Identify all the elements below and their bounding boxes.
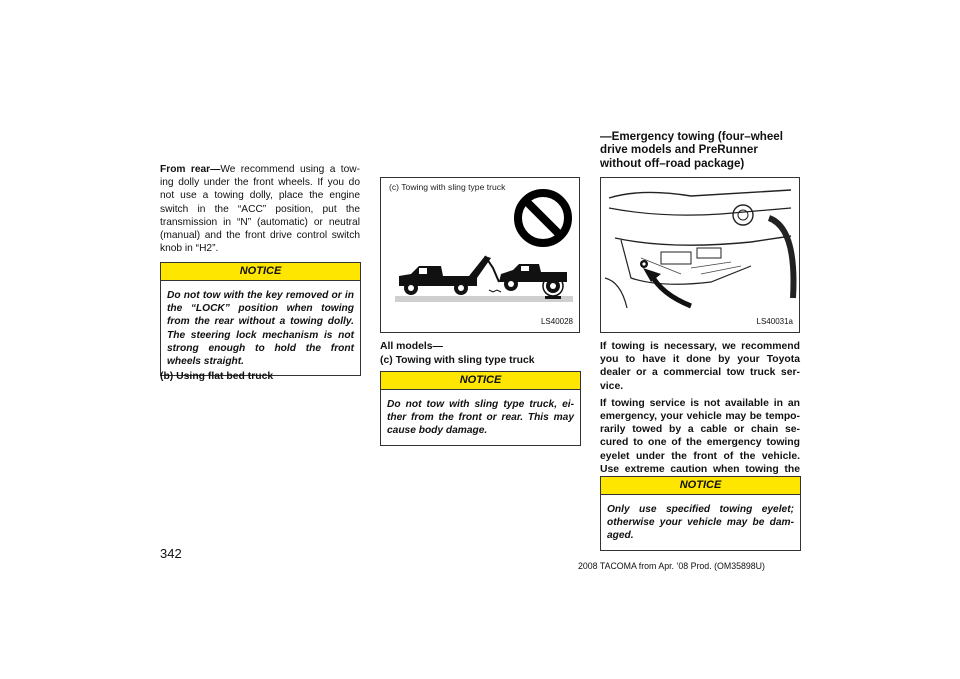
notice-text: Do not tow with the key removed or in the “LOCK” position when towing from the rear without a towing dolly. The steering lock mechanism is not strong enough to hold the front wheels straight.	[167, 290, 354, 368]
emergency-towing-heading: —Emergency towing (four–wheel drive models and PreRunner without off–road package)	[600, 130, 783, 170]
column-left	[160, 163, 360, 255]
notice-box-key-removed	[160, 262, 361, 376]
tow-truck-illustration	[381, 178, 579, 332]
towing-eyelet-arrow-icon	[643, 268, 691, 306]
subheading-flat-bed: (b) Using flat bed truck	[160, 371, 274, 382]
subheading-sling-truck: (c) Towing with sling type truck	[380, 355, 535, 366]
page-number: 342	[160, 546, 182, 561]
figure-code: LS40031a	[756, 317, 793, 326]
figure-towing-eyelet	[600, 177, 800, 333]
towed-pickup-icon	[499, 264, 567, 299]
notice-box-sling-truck	[380, 371, 581, 446]
prohibition-icon	[518, 193, 568, 243]
notice-title: NOTICE	[161, 263, 360, 281]
vehicle-front-illustration	[601, 178, 799, 332]
tow-truck-icon	[399, 256, 499, 295]
figure-caption: (c) Towing with sling type truck	[389, 182, 506, 192]
notice-box-eyelet	[600, 476, 801, 551]
notice-text: Only use specified towing eyelet; otherwise your vehicle may be dam-aged.	[607, 504, 794, 542]
from-rear-label: From rear—	[160, 164, 221, 175]
figure-sling-truck	[380, 177, 580, 333]
from-rear-text: We recommend using a tow-ing dolly under the front wheels. If you do not use a towing dolly, place the engine switch in the “ACC” position, put the transmission in “N” (automatic) or neutral (manual) and the front drive control switch knob in “H2”.	[160, 164, 360, 255]
notice-title: NOTICE	[601, 477, 800, 495]
all-models-heading: All models—	[380, 341, 443, 352]
towing-paragraph-1: If towing is necessary, we recommend you to have it done by your Toyota dealer or a commercial tow truck ser-vice.	[600, 341, 800, 392]
column-right-text	[600, 340, 800, 489]
figure-code: LS40028	[540, 317, 573, 326]
edition-footer: 2008 TACOMA from Apr. ’08 Prod. (OM35898U)	[578, 561, 765, 571]
towing-paragraph-2: If towing service is not available in an emergency, your vehicle may be tempo-rarily towed by a cable or chain se-cured to one of the emergency towing eyelet under the front of the vehicle. Use extreme caution when towing the	[600, 397, 800, 475]
notice-title: NOTICE	[381, 372, 580, 390]
towing-eyelet-icon	[640, 260, 648, 268]
notice-text: Do not tow with sling type truck, ei-ther from the front or rear. This may cause body damage.	[387, 399, 574, 437]
from-rear-paragraph	[160, 163, 360, 255]
